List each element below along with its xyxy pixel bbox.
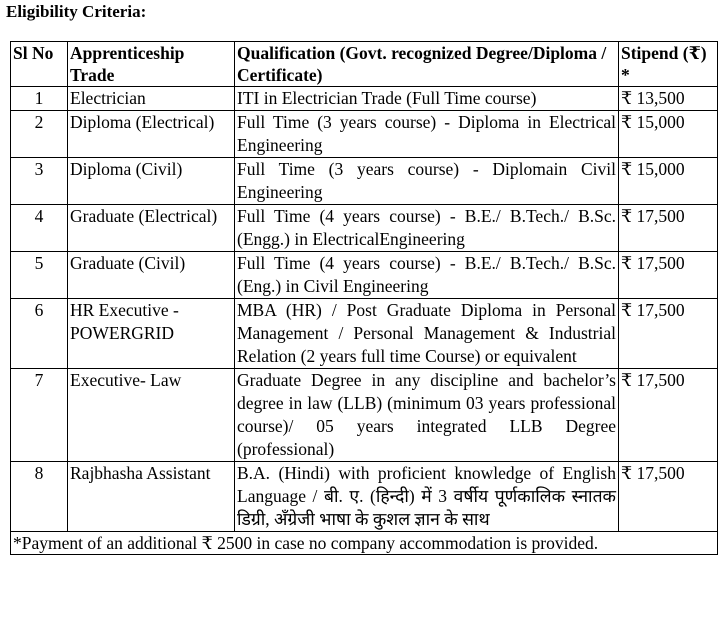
row-stipend: ₹ 15,000 (619, 111, 718, 158)
row-sl-no: 2 (11, 111, 68, 158)
row-qualification: Full Time (3 years course) - Diploma in Electrical Engineering (235, 111, 619, 158)
table-row (11, 158, 718, 205)
row-sl-no: 6 (11, 299, 68, 369)
row-stipend: ₹ 17,500 (619, 205, 718, 252)
table-row (11, 111, 718, 158)
stipend-footnote: *Payment of an additional ₹ 2500 in case no company accommodation is provided. (11, 532, 718, 555)
row-qualification: Full Time (4 years course) - B.E./ B.Tech./ B.Sc.(Eng.) in Civil Engineering (235, 252, 619, 299)
table-row (11, 252, 718, 299)
row-qualification: Graduate Degree in any discipline and bachelor’s degree in law (LLB) (minimum 03 years professional course)/ 05 years integrated LLB Degree (professional) (235, 369, 619, 462)
row-qualification: ITI in Electrician Trade (Full Time course) (235, 87, 619, 111)
table-row (11, 87, 718, 111)
table-row (11, 369, 718, 462)
row-stipend: ₹ 13,500 (619, 87, 718, 111)
row-stipend: ₹ 17,500 (619, 462, 718, 532)
row-sl-no: 5 (11, 252, 68, 299)
table-header-row (11, 42, 718, 87)
footnote-row (11, 532, 718, 555)
header-stipend: Stipend (₹) * (619, 42, 718, 87)
row-qualification: Full Time (3 years course) - Diplomain Civil Engineering (235, 158, 619, 205)
row-trade: Executive- Law (68, 369, 235, 462)
row-sl-no: 4 (11, 205, 68, 252)
row-qualification: Full Time (4 years course) - B.E./ B.Tech./ B.Sc. (Engg.) in ElectricalEngineering (235, 205, 619, 252)
row-trade: Graduate (Civil) (68, 252, 235, 299)
row-trade: Diploma (Civil) (68, 158, 235, 205)
table-row (11, 299, 718, 369)
table-row (11, 205, 718, 252)
row-trade: Diploma (Electrical) (68, 111, 235, 158)
row-sl-no: 8 (11, 462, 68, 532)
row-trade: Electrician (68, 87, 235, 111)
header-sl-no: Sl No (11, 42, 68, 87)
eligibility-table (10, 41, 718, 555)
row-sl-no: 7 (11, 369, 68, 462)
row-trade: Rajbhasha Assistant (68, 462, 235, 532)
row-sl-no: 1 (11, 87, 68, 111)
header-qualification: Qualification (Govt. recognized Degree/Diploma / Certificate) (235, 42, 619, 87)
row-qualification: MBA (HR) / Post Graduate Diploma in Personal Management / Personal Management & Industrial Relation (2 years full time Course) or equivalent (235, 299, 619, 369)
row-trade: HR Executive - POWERGRID (68, 299, 235, 369)
row-stipend: ₹ 17,500 (619, 299, 718, 369)
row-stipend: ₹ 15,000 (619, 158, 718, 205)
row-stipend: ₹ 17,500 (619, 252, 718, 299)
page-heading: Eligibility Criteria: (6, 2, 147, 21)
row-qualification: B.A. (Hindi) with proficient knowledge of English Language / बी. ए. (हिन्दी) में 3 वर्षीय पूर्णकालिक स्नातक डिग्री, अँग्रेजी भाषा के कुशल ज्ञान के साथ (235, 462, 619, 532)
row-stipend: ₹ 17,500 (619, 369, 718, 462)
row-sl-no: 3 (11, 158, 68, 205)
header-trade: Apprenticeship Trade (68, 42, 235, 87)
row-trade: Graduate (Electrical) (68, 205, 235, 252)
table-row (11, 462, 718, 532)
